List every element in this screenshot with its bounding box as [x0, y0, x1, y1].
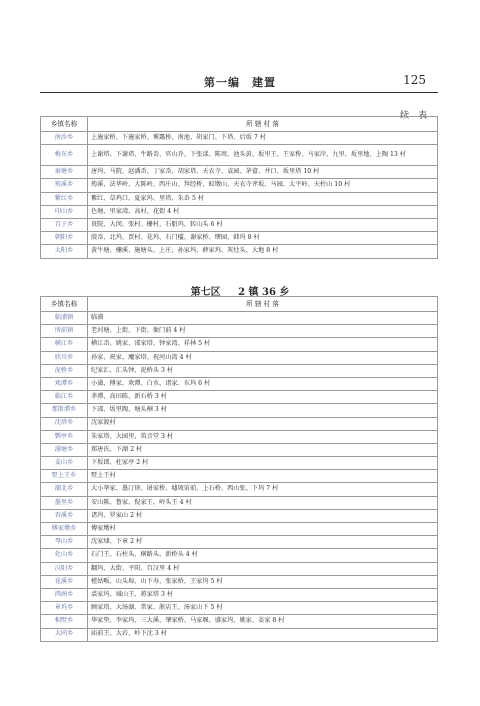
- table-row: [41, 496, 438, 509]
- town-name: 花溪乡: [41, 575, 88, 588]
- village-list: 沈家埭、下章 2 村: [88, 536, 438, 549]
- village-list: 纪家汇、汇头钟、泥桥头 3 村: [88, 364, 438, 377]
- village-list: 楂姑畈、山头埠、山下寿、张家桥、王家坞 5 村: [88, 575, 438, 588]
- village-list: 大小华家、墨汀徐、屠家桥、墟坡宙前、上石桥、西山张、下坞 7 村: [88, 483, 438, 496]
- village-list: 安山陈、鲁家、倪家王、岭头王 4 村: [88, 496, 438, 509]
- table-row: [41, 351, 438, 364]
- village-list: 贵院、大闵、张村、栅村、石船坞、转山头 6 村: [88, 218, 438, 231]
- table-row: [41, 430, 438, 443]
- town-name: 章坞乡: [41, 602, 88, 615]
- town-name: 西洲乡: [41, 588, 88, 601]
- town-name: 太阳乡: [41, 245, 88, 258]
- table-row: [41, 377, 438, 390]
- table-row: [41, 218, 438, 231]
- town-name: 墅上王乡: [41, 470, 88, 483]
- table-row: [41, 338, 438, 351]
- town-name: 鹦亭乡: [41, 430, 88, 443]
- village-list: 墅上王村: [88, 470, 438, 483]
- village-list: 茅潭、高田陈、新石桥 3 村: [88, 391, 438, 404]
- table-row: [41, 575, 438, 588]
- town-name: 相墅乡: [41, 615, 88, 628]
- town-name: 临浦镇: [41, 312, 88, 325]
- village-list: 下邵、坂里陶、塘头桐 3 村: [88, 404, 438, 417]
- town-name: 那斯潭乡: [41, 404, 88, 417]
- table-row: [41, 417, 438, 430]
- table-row: [41, 483, 438, 496]
- table-row: [41, 325, 438, 338]
- column-header-town: 乡镇名称: [41, 297, 88, 312]
- town-name: 墨里乡: [41, 496, 88, 509]
- village-list: 翻坞、大街、平阳、百汉里 4 村: [88, 562, 438, 575]
- village-list: 筠溪、法华岭、大陈岭、西庄山、拜经桥、蚊墩山、天衣寺斧坂、马园、太平岭、天柱山 10 村: [88, 179, 438, 192]
- town-name: 南沙乡: [41, 132, 88, 145]
- town-name: 姜山乡: [41, 457, 88, 470]
- header-rule: [40, 92, 438, 93]
- table-row: [41, 145, 438, 166]
- town-name: 杏溪乡: [41, 509, 88, 522]
- town-name: 沈塔乡: [41, 417, 88, 430]
- table-row: [41, 364, 438, 377]
- town-name: 浦塘乡: [41, 443, 88, 456]
- village-list: 小潢、傅家、欢潭、白水、诸家、东坞 6 村: [88, 377, 438, 390]
- town-name: 化山乡: [41, 549, 88, 562]
- table-row: [41, 615, 438, 628]
- village-list: 唐坞、马院、赵潘岙、丁家岙、胡家塔、天衣寺、袁园、茅畲、井口、坂里塔 10 村: [88, 166, 438, 179]
- table-row: [41, 457, 438, 470]
- town-name: 潮北乡: [41, 483, 88, 496]
- village-list: 上施家桥、下施家桥、雾露桥、南池、胡家门、下塔、后坂 7 村: [88, 132, 438, 145]
- town-name: 筠溪乡: [41, 179, 88, 192]
- continued-label: 续 表: [400, 111, 430, 121]
- page-number: 125: [403, 73, 426, 87]
- village-list: 郑唐氏、下湖 2 村: [88, 443, 438, 456]
- village-list: 庙前王、大岩、岭下沈 3 村: [88, 628, 438, 641]
- town-name: 横江乡: [41, 338, 88, 351]
- table-row: [41, 312, 438, 325]
- table-row: [41, 232, 438, 245]
- township-table-district-7: [40, 296, 438, 642]
- table-row: [41, 404, 438, 417]
- town-name: 百子乡: [41, 218, 88, 231]
- table-row: [41, 205, 438, 218]
- table-row: [41, 179, 438, 192]
- town-name: 汉阳乡: [41, 562, 88, 575]
- table-row: [41, 245, 438, 258]
- table-row: [41, 588, 438, 601]
- table-row: [41, 536, 438, 549]
- town-name: 紫红乡: [41, 192, 88, 205]
- village-list: 裘家坞、城山王、蒋家塔 3 村: [88, 588, 438, 601]
- village-list: 华家垫、李家坞、三大溪、肇家桥、马家堰、盛家坞、姚家、姜家 8 村: [88, 615, 438, 628]
- village-list: 临浦: [88, 312, 438, 325]
- town-name: 临江乡: [41, 391, 88, 404]
- village-list: 顾家塔、大汤湖、常家、浙店王、汤家山下 5 村: [88, 602, 438, 615]
- table-row: [41, 192, 438, 205]
- village-list: 孙家、祝家、魔家塔、祝河山湾 4 村: [88, 351, 438, 364]
- village-list: 色塘、里家湾、高村、花街 4 村: [88, 205, 438, 218]
- district-summary: 2 镇 36 乡: [238, 287, 290, 298]
- table-row: [41, 523, 438, 536]
- town-name: 梅东乡: [41, 145, 88, 166]
- town-name: 所前镇: [41, 325, 88, 338]
- town-name: 欢潭乡: [41, 377, 88, 390]
- village-list: 横江岙、姚家、邵家塔、钟家湾、祥林 5 村: [88, 338, 438, 351]
- column-header-town: 乡镇名称: [41, 117, 88, 132]
- table-row: [41, 391, 438, 404]
- town-name: 泥桥乡: [41, 364, 88, 377]
- town-name: 琴山乡: [41, 536, 88, 549]
- town-name: 大同乡: [41, 628, 88, 641]
- village-list: 殷岙、北坞、贾村、花坞、石门槛、谢家桥、缪园、韩坞 8 村: [88, 232, 438, 245]
- column-header-villages: 所 辖 村 落: [88, 297, 438, 312]
- table-row: [41, 132, 438, 145]
- village-list: 老河塘、上街、下街、衙门前 4 村: [88, 325, 438, 338]
- table-row: [41, 166, 438, 179]
- table-row: [41, 628, 438, 641]
- table-row: [41, 509, 438, 522]
- village-list: 黄牛塘、栅溪、施塘头、上庄、孙家坞、薛家坞、灰灶头、大地 8 村: [88, 245, 438, 258]
- table-header-row: [41, 297, 438, 312]
- village-list: 石门王、石柱头、横路头、新桥头 4 村: [88, 549, 438, 562]
- table-row: [41, 549, 438, 562]
- table-header-row: [41, 117, 438, 132]
- chapter-title: 第一编 建置: [204, 76, 276, 89]
- town-name: 朝阳乡: [41, 232, 88, 245]
- column-header-villages: 所 辖 村 落: [88, 117, 438, 132]
- village-list: 朱家塔、大园里、筑音堂 3 村: [88, 430, 438, 443]
- township-table-continued: [40, 116, 438, 259]
- town-name: 傅家墩乡: [41, 523, 88, 536]
- town-name: 印山乡: [41, 205, 88, 218]
- district-name: 第七区: [190, 287, 221, 298]
- table-row: [41, 602, 438, 615]
- village-list: 上谢塔、下谢塔、牛路岙、官山乔、下张漾、陈周、池头黄、坂里王、王家桥、马家岸、九里、坂里地、上陶 13 村: [88, 145, 438, 166]
- village-list: 紫红、草鸡口、夏家坞、里塔、朱岙 5 村: [88, 192, 438, 205]
- village-list: 下坂郎、杜家亭 2 村: [88, 457, 438, 470]
- town-name: 秦塘乡: [41, 166, 88, 179]
- village-list: 傅家墩村: [88, 523, 438, 536]
- village-list: 诸坞、罗家山 2 村: [88, 509, 438, 522]
- village-list: 沈家渡村: [88, 417, 438, 430]
- table-row: [41, 443, 438, 456]
- town-name: 欣川乡: [41, 351, 88, 364]
- table-row: [41, 562, 438, 575]
- table-row: [41, 470, 438, 483]
